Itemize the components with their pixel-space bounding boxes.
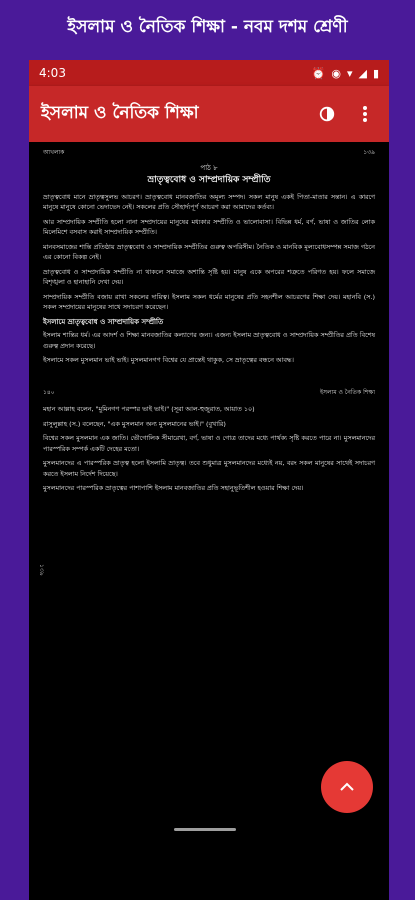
chevron-up-icon: [340, 782, 354, 792]
paragraph: সাম্প্রদায়িক সম্প্রীতি বজায় রাখা সকলের দায়িত্ব। ইসলাম সকল ধর্মের মানুষের প্রতি সহনশীল আচরণের শিক্ষা দেয়। মহানবি (স.) সকল সম্প্রদায়ের মানুষের সাথে সদাচরণ করেছেন।: [43, 292, 375, 311]
lesson-title: ভ্রাতৃত্ববোধ ও সাম্প্রদায়িক সম্প্রীতি: [147, 175, 271, 185]
status-icons: [312, 67, 379, 80]
app-bar: [29, 86, 389, 142]
paragraph: ভ্রাতৃত্ববোধ ও সাম্প্রদায়িক সম্প্রীতি না থাকলে সমাজে অশান্তি সৃষ্টি হয়। মানুষ একে অপরের শত্রুতে পরিণত হয়। ফলে সমাজে বিশৃঙ্খলা ও হানাহানি দেখা দেয়।: [43, 267, 375, 286]
page-break: [43, 370, 375, 388]
scroll-up-button[interactable]: [321, 761, 373, 813]
paragraph: আর সাম্প্রদায়িক সম্প্রীতি হলো নানা সম্প্রদায়ের মানুষের মধ্যকার সম্প্রীতি ও ভালোবাসা। বিভিন্ন ধর্ম, বর্ণ, ভাষা ও জাতির লোক মিলেমিশে বসবাস করাই সাম্প্রদায়িক সম্প্রীতি।: [43, 217, 375, 236]
alarm-icon: ⏰: [311, 66, 326, 80]
status-time: 4:03: [39, 66, 66, 80]
home-indicator[interactable]: [174, 828, 236, 831]
paragraph: বিশ্বের সকল মুসলমান এক জাতি। ভৌগোলিক সীমারেখা, বর্ণ, ভাষা ও গোত্র তাদের মধ্যে পার্থক্য সৃষ্টি করতে পারে না। মুসলমানদের পারস্পরিক সম্পর্ক একটি দেহের মতো।: [43, 434, 375, 453]
wifi-icon: ▾: [346, 66, 353, 80]
signal-icon: ◢: [358, 66, 367, 80]
page-number: ১৩৯: [363, 149, 375, 156]
paragraph: মহান আল্লাহ বলেন, "মুমিনগণ পরস্পর ভাই ভাই।" (সূরা আল-হুজুরাত, আয়াত ১০): [43, 405, 255, 413]
paragraph: ইসলাম শান্তির ধর্ম। এর আদর্শ ও শিক্ষা মানবজাতির কল্যাণের জন্য। এজন্য ইসলাম ভ্রাতৃত্ববোধ ও সাম্প্রদায়িক সম্প্রীতির প্রতি বিশেষ গুরুত্ব প্রদান করেছে।: [43, 331, 375, 350]
paragraph: ভ্রাতৃত্ববোধ মানে ভ্রাতৃত্বসুলভ আচরণ। ভ্রাতৃত্ববোধ মানবজাতির অমূল্য সম্পদ। সকল মানুষ একই পিতা-মাতার সন্তান। এ কারণে মানুষে মানুষে কোনো ভেদাভেদ নেই। সকলের প্রতি সৌহার্দ্যপূর্ণ আচরণ করা আমাদের কর্তব্য।: [43, 192, 375, 211]
lesson-number: পাঠ ৮: [200, 163, 218, 172]
book-page: [29, 142, 389, 494]
paragraph: মানবসমাজের শান্তি প্রতিষ্ঠায় ভ্রাতৃত্ববোধ ও সাম্প্রদায়িক সম্প্রীতির গুরুত্ব অপরিসীম। নৈতিক ও মানবিক মূল্যবোধসম্পন্ন সমাজ গঠনে এর কোনো বিকল্প নেই।: [43, 242, 375, 261]
paragraph: মুসলমানদের এ পারস্পরিক ভ্রাতৃত্ব হলো ইসলামি ভ্রাতৃত্ব। তবে শুধুমাত্র মুসলমানদের মধ্যেই নয়, বরং সকল মানুষের সাথেই সদাচরণ করতে ইসলাম নির্দেশ দিয়েছে।: [43, 459, 375, 478]
page-right-header: ইসলাম ও নৈতিক শিক্ষা: [319, 388, 375, 396]
page-left-header: আখলাক: [43, 149, 65, 156]
more-options-icon[interactable]: [353, 102, 377, 126]
page-side-number: ১৩৯: [38, 564, 45, 576]
page-number: ১৪০: [43, 388, 55, 396]
page-header: [43, 148, 375, 159]
battery-icon: ▮: [372, 66, 379, 80]
brightness-icon[interactable]: [315, 102, 339, 126]
status-bar: [29, 60, 389, 86]
paragraph: রাসুলুল্লাহ (স.) বলেছেন, "এক মুসলমান অন্য মুসলমানের ভাই।" (বুখারি): [43, 419, 226, 428]
app-title: ইসলাম ও নৈতিক শিক্ষা: [41, 103, 199, 123]
eye-icon: ◉: [331, 66, 341, 80]
paragraph: মুসলমানদের পারস্পরিক ভ্রাতৃত্বের পাশাপাশি ইসলাম মানবজাতির প্রতি সহানুভূতিশীল হওয়ার শিক্ষা দেয়।: [43, 484, 304, 492]
page-header: [43, 388, 375, 399]
promo-title: ইসলাম ও নৈতিক শিক্ষা - নবম দশম শ্রেণী: [67, 17, 348, 37]
paragraph: ইসলামে সকল মুসলমান ভাই ভাই। মুসলমানগণ বিশ্বের যে প্রান্তেই থাকুক, সে ভ্রাতৃত্বের বন্ধনে আবদ্ধ।: [43, 356, 294, 364]
section-heading: ইসলামে ভ্রাতৃত্ববোধ ও সাম্প্রদায়িক সম্প্রীতি: [43, 317, 164, 326]
